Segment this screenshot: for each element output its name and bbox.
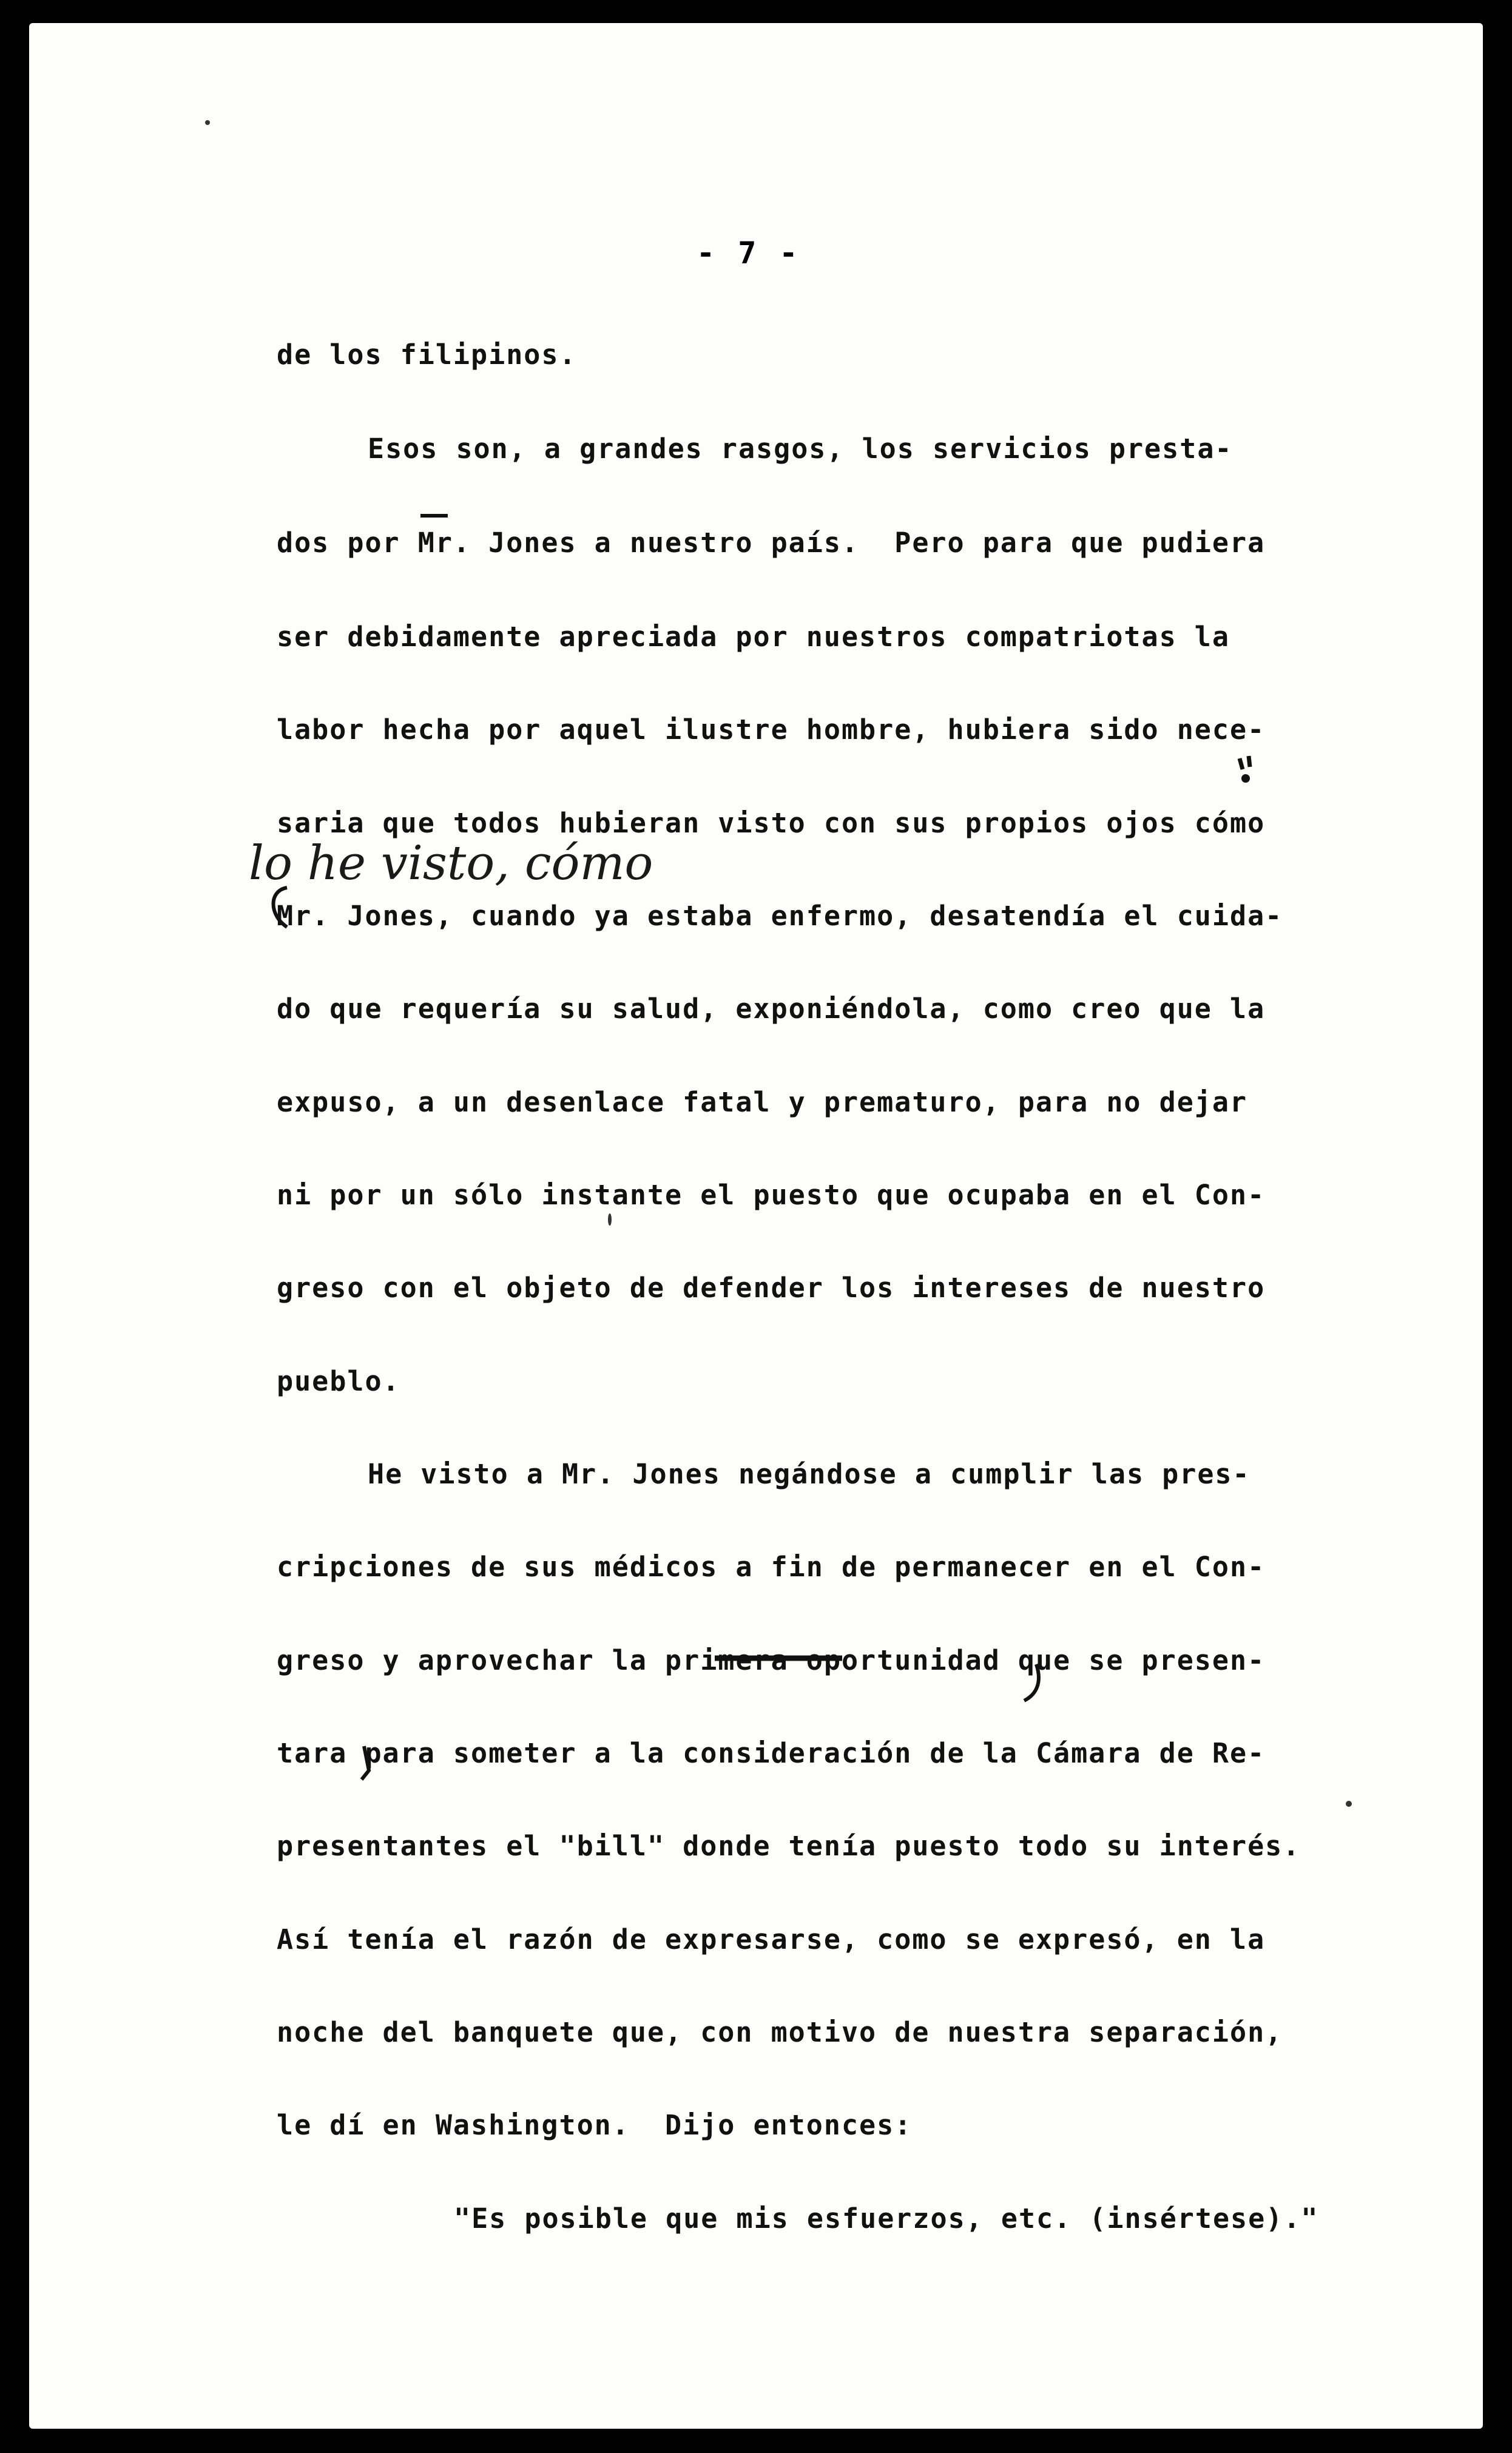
- handwritten-insertion: lo he visto, cómo: [249, 836, 653, 891]
- document-page: [29, 23, 1483, 2429]
- text-line: le dí en Washington. Dijo entonces:: [277, 2109, 913, 2141]
- text-line: noche del banquete que, con motivo de nuestra separación,: [277, 2016, 1283, 2048]
- text-line: saria que todos hubieran visto con sus propios ojos cómo: [277, 807, 1266, 839]
- text-line: presentantes el "bill" donde tenía puesto todo su interés.: [277, 1830, 1301, 1862]
- text-line: greso con el objeto de defender los intereses de nuestro: [277, 1272, 1266, 1304]
- text-line: expuso, a un desenlace fatal y prematuro, para no dejar: [277, 1086, 1248, 1118]
- text-line: ser debidamente apreciada por nuestros compatriotas la: [277, 621, 1230, 653]
- text-line: dos por Mr. Jones a nuestro país. Pero para que pudiera: [277, 527, 1266, 559]
- text-line: pueblo.: [277, 1365, 400, 1397]
- text-line: de los filipinos.: [277, 339, 577, 371]
- page-number: - 7 -: [697, 235, 800, 271]
- text-line: cripciones de sus médicos a fin de permanecer en el Con-: [277, 1551, 1266, 1583]
- quoted-line: "Es posible que mis esfuerzos, etc. (insértese).": [454, 2202, 1319, 2235]
- scan-speck: [608, 1213, 612, 1226]
- text-line: greso y aprovechar la primera oportunidad que se presen-: [277, 1644, 1266, 1676]
- scan-speck: [1346, 1801, 1352, 1807]
- text-line: He visto a Mr. Jones negándose a cumplir las pres-: [368, 1458, 1250, 1490]
- text-line: ni por un sólo instante el puesto que ocupaba en el Con-: [277, 1179, 1266, 1211]
- text-line: labor hecha por aquel ilustre hombre, hubiera sido nece-: [277, 714, 1266, 746]
- text-line: Mr. Jones, cuando ya estaba enfermo, desatendía el cuida-: [277, 900, 1283, 932]
- typed-text-body: [29, 23, 1483, 2429]
- text-line: do que requería su salud, exponiéndola, como creo que la: [277, 993, 1266, 1025]
- scan-speck: [205, 120, 210, 125]
- text-line: Así tenía el razón de expresarse, como se expresó, en la: [277, 1923, 1266, 1955]
- text-line: Esos son, a grandes rasgos, los servicios presta-: [368, 433, 1233, 465]
- text-line: tara para someter a la consideración de la Cámara de Re-: [277, 1737, 1266, 1769]
